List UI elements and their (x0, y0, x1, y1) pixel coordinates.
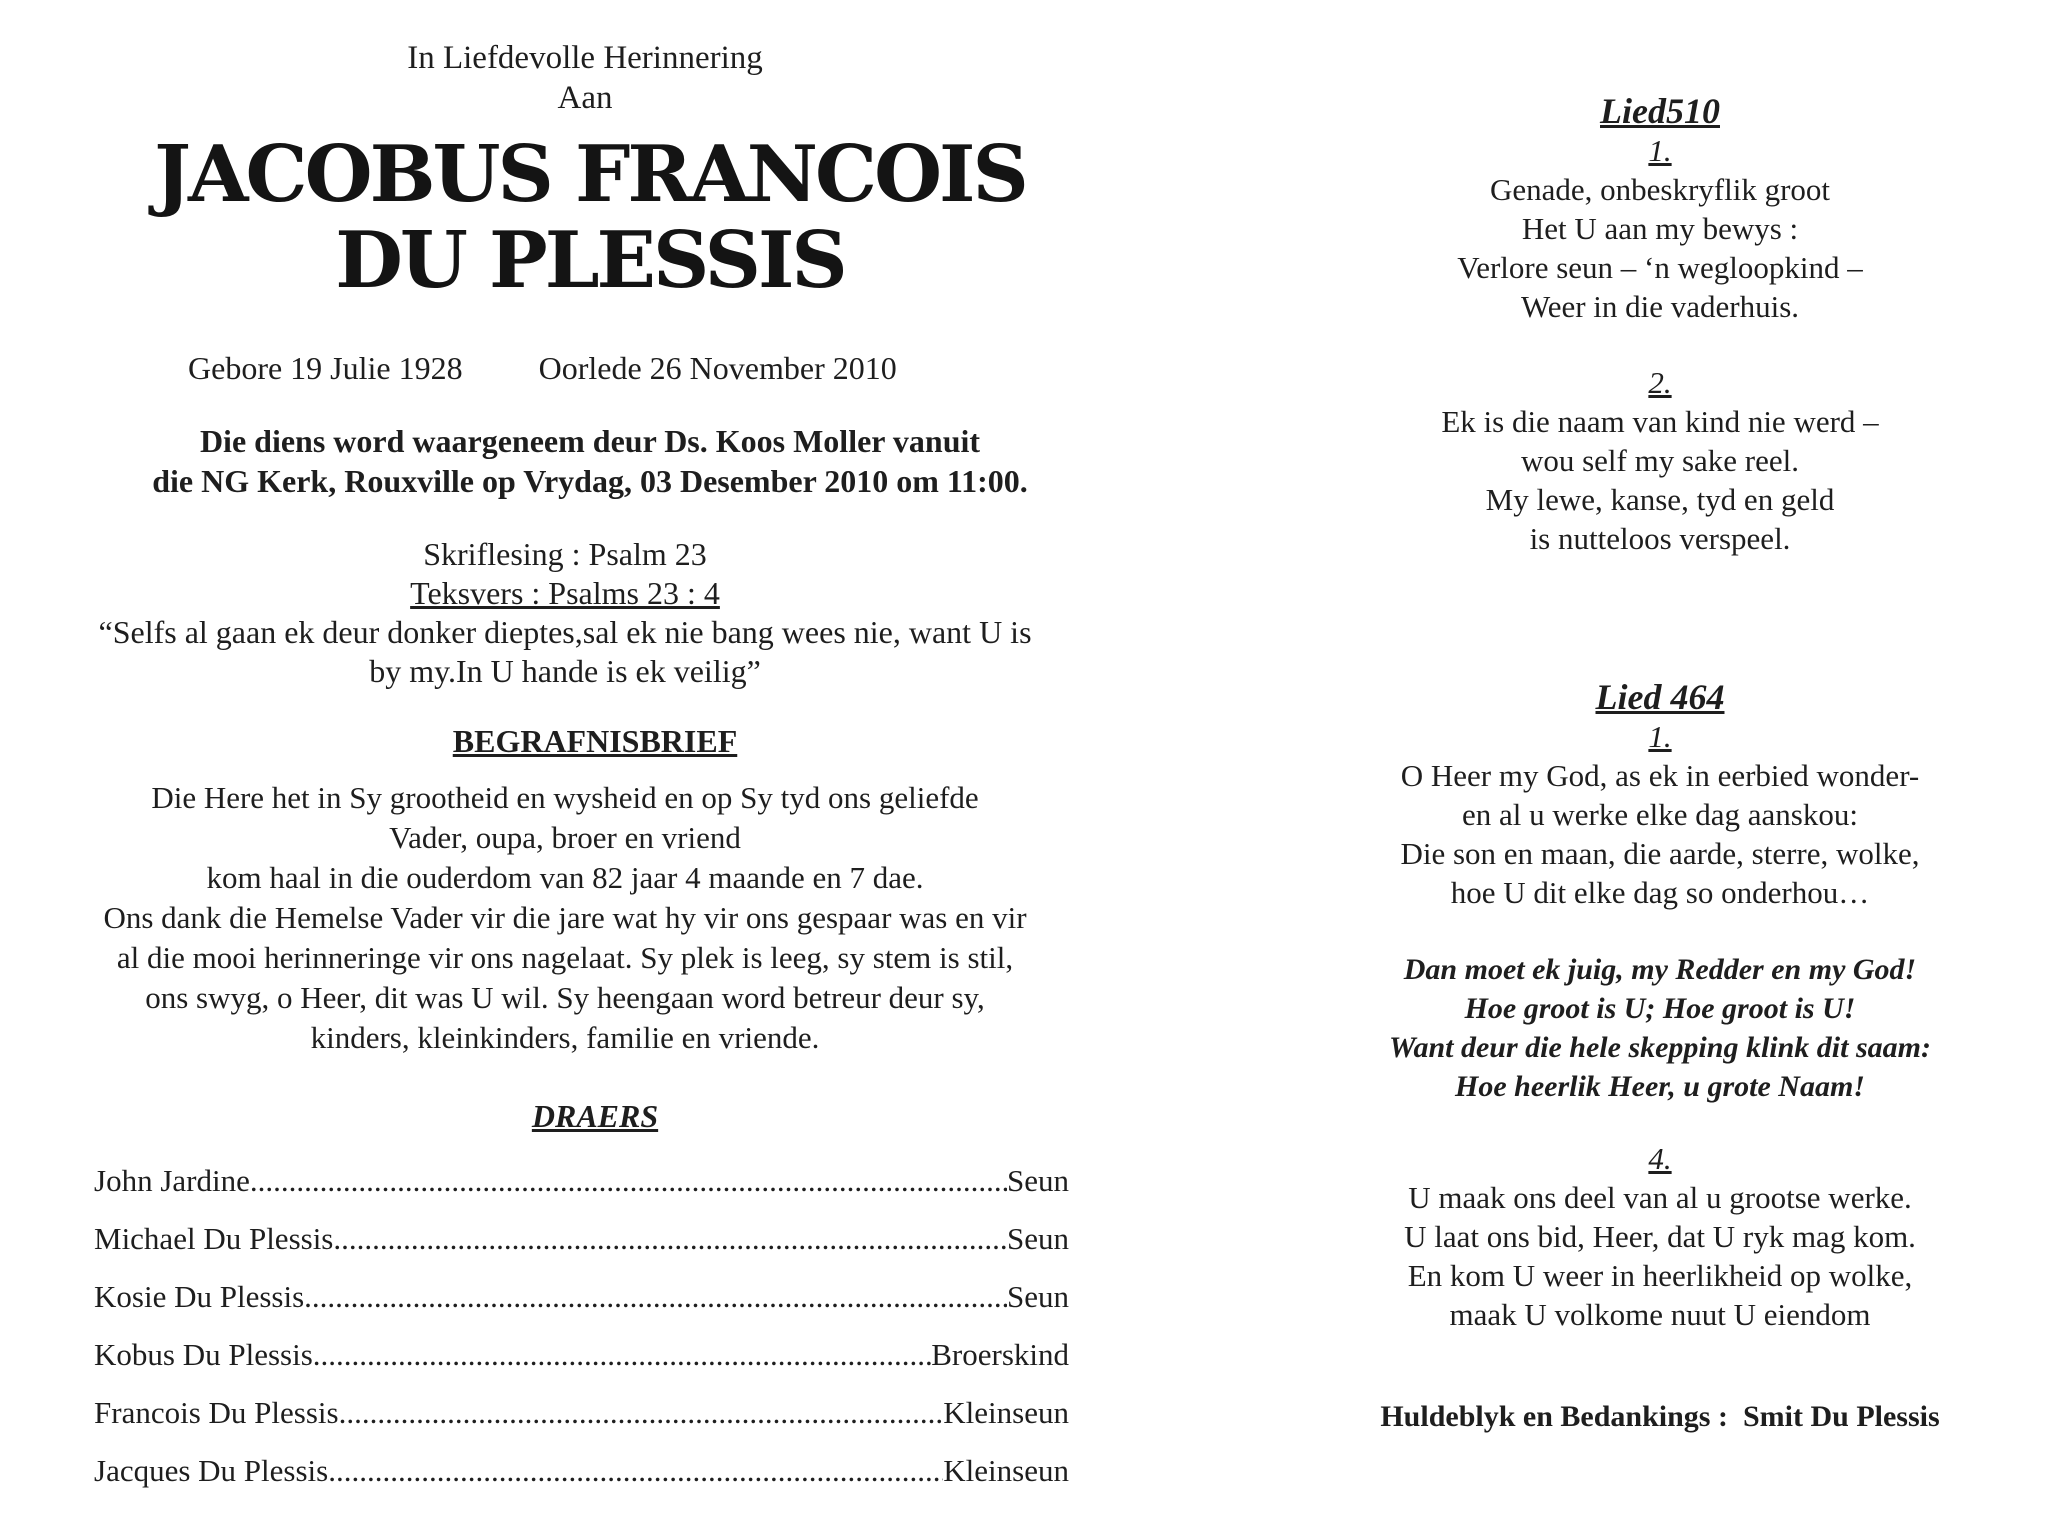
bearers-list (50, 1163, 1069, 1511)
verse-line: hoe U dit elke dag so onderhou… (1450, 875, 1870, 910)
verse-line: Verlore seun – ‘n wegloopkind – (1457, 250, 1863, 285)
leader-dots (313, 1337, 931, 1373)
verse-line: is nutteloos verspeel. (1529, 521, 1791, 556)
verse-number: 4. (1648, 1141, 1672, 1176)
letter-line: al die mooi herinneringe vir ons nagelaat. Sy plek is leeg, sy stem is stil, (116, 940, 1014, 975)
verse-line: maak U volkome nuut U eiendom (1449, 1297, 1871, 1332)
verse-line: Die son en maan, die aarde, sterre, wolke, (1400, 836, 1920, 871)
quote-line: “Selfs al gaan ek deur donker dieptes,sal ek nie bang wees nie, want U is (98, 614, 1032, 650)
dedication-line: Aan (557, 80, 613, 116)
bearers-heading: DRAERS (531, 1098, 659, 1134)
bearer-relation: Kleinseun (943, 1453, 1069, 1488)
scripture-line: Skriflesing : Psalm 23 (423, 536, 707, 572)
service-line: Die diens word waargeneem deur Ds. Koos Moller vanuit (199, 423, 981, 459)
letter-line: Ons dank die Hemelse Vader vir die jare wat hy vir ons gespaar was en vir (103, 900, 1027, 935)
verse-line: Het U aan my bewys : (1521, 211, 1799, 246)
bearer-name: Francois Du Plessis (94, 1395, 339, 1430)
dedication (90, 38, 1080, 118)
verse-line: My lewe, kanse, tyd en geld (1485, 482, 1835, 517)
hymn-title: Lied510 (1600, 91, 1720, 131)
letter-heading: BEGRAFNISBRIEF (452, 723, 738, 759)
bearer-name: Kosie Du Plessis (94, 1279, 305, 1314)
bearer-name: Kobus Du Plessis (94, 1337, 313, 1372)
hymn-verse (1330, 756, 1990, 912)
leader-dots (250, 1163, 1007, 1199)
leader-dots (304, 1279, 1007, 1315)
verse-line: En kom U weer in heerlikheid op wolke, (1407, 1258, 1913, 1293)
verse-line: en al u werke elke dag aanskou: (1462, 797, 1858, 832)
bearer-name: John Jardine (94, 1163, 250, 1198)
name-line: DU PLESSIS (335, 215, 845, 306)
life-dates (50, 350, 1080, 387)
tribute-credit: Huldeblyk en Bedankings : Smit Du Plessis (1380, 1400, 1940, 1433)
verse-line: O Heer my God, as ek in eerbied wonder- (1400, 758, 1920, 793)
bearer-relation: Seun (1007, 1221, 1069, 1256)
death-date: Oorlede 26 November 2010 (538, 350, 897, 386)
dedication-line: In Liefdevolle Herinnering (407, 40, 763, 76)
bearer-row (94, 1453, 1069, 1511)
verse-number: 2. (1648, 365, 1672, 400)
letter-line: ons swyg, o Heer, dit was U wil. Sy heengaan word betreur deur sy, (145, 980, 985, 1015)
letter-line: kinders, kleinkinders, familie en vriende. (310, 1020, 820, 1055)
bearer-relation: Kleinseun (943, 1395, 1069, 1430)
bearer-row (94, 1395, 1069, 1453)
service-line: die NG Kerk, Rouxville op Vrydag, 03 Desember 2010 om 11:00. (152, 463, 1028, 499)
hymn-verse (1330, 170, 1990, 326)
chorus-line: Dan moet ek juig, my Redder en my God! (1403, 953, 1917, 986)
leader-dots (339, 1395, 944, 1431)
verse-line: Genade, onbeskryflik groot (1489, 172, 1831, 207)
hymn-chorus (1330, 950, 1990, 1106)
bearer-relation: Seun (1007, 1163, 1069, 1198)
chorus-line: Hoe heerlik Heer, u grote Naam! (1455, 1070, 1865, 1103)
bearer-relation: Seun (1007, 1279, 1069, 1314)
verse-number: 1. (1648, 133, 1672, 168)
quote-line: by my.In U hande is ek veilig” (369, 653, 761, 689)
name-line: JACOBUS FRANCOIS (154, 129, 1026, 220)
bearer-name: Jacques Du Plessis (94, 1453, 329, 1488)
text-verse-line: Teksvers : Psalms 23 : 4 (410, 575, 720, 611)
service-details (100, 421, 1080, 501)
hymn-title: Lied 464 (1595, 677, 1725, 717)
bearer-row (94, 1163, 1069, 1221)
deceased-name (100, 129, 1080, 306)
verse-number: 1. (1648, 719, 1672, 754)
bearer-relation: Broerskind (931, 1337, 1069, 1372)
left-page (50, 38, 1080, 1511)
verse-line: Weer in die vaderhuis. (1520, 289, 1800, 324)
chorus-line: Hoe groot is U; Hoe groot is U! (1464, 992, 1856, 1025)
hymn-verse (1330, 1178, 1990, 1334)
bearer-name: Michael Du Plessis (94, 1221, 334, 1256)
leader-dots (333, 1221, 1007, 1257)
chorus-line: Want deur die hele skepping klink dit saam: (1389, 1031, 1931, 1064)
letter-line: kom haal in die ouderdom van 82 jaar 4 maande en 7 dae. (206, 860, 924, 895)
leader-dots (328, 1453, 943, 1489)
right-page (1330, 90, 1990, 1434)
verse-line: Ek is die naam van kind nie werd – (1441, 404, 1879, 439)
scripture-reading (50, 535, 1080, 691)
funeral-letter (50, 778, 1080, 1058)
bearer-row (94, 1337, 1069, 1395)
bearer-row (94, 1279, 1069, 1337)
letter-line: Die Here het in Sy grootheid en wysheid en op Sy tyd ons geliefde (151, 780, 979, 815)
birth-date: Gebore 19 Julie 1928 (188, 350, 463, 386)
bearer-row (94, 1221, 1069, 1279)
verse-line: U laat ons bid, Heer, dat U ryk mag kom. (1404, 1219, 1916, 1254)
letter-line: Vader, oupa, broer en vriend (389, 820, 741, 855)
verse-line: wou self my sake reel. (1520, 443, 1800, 478)
verse-line: U maak ons deel van al u grootse werke. (1408, 1180, 1912, 1215)
hymn-verse (1330, 402, 1990, 558)
